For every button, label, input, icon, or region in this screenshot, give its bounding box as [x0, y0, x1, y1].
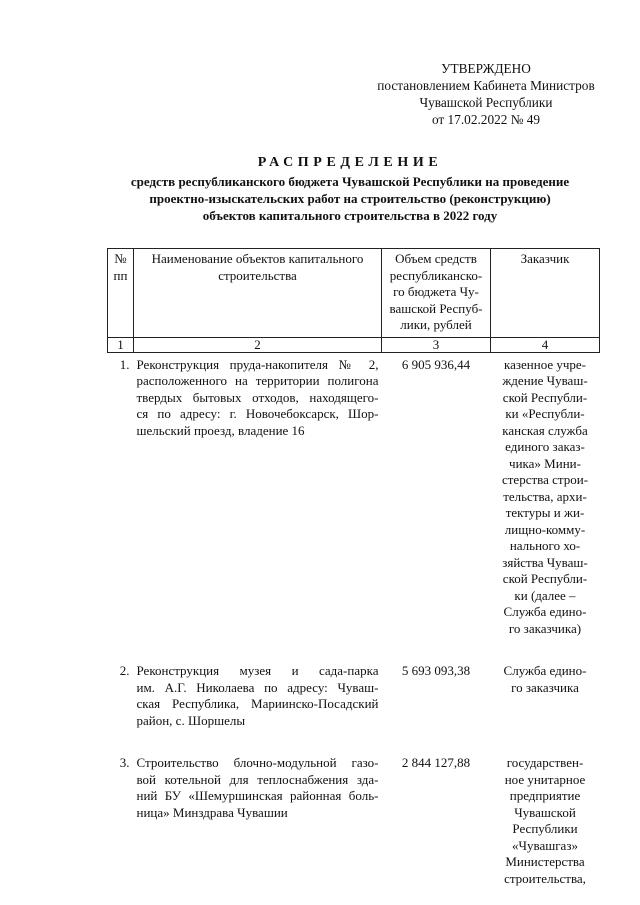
document-title: РАСПРЕДЕЛЕНИЕ [257, 155, 443, 170]
column-number-row [108, 337, 600, 352]
row-number: 3. [119, 755, 130, 770]
object-name: Реконструкция пруда-накопителя № 2, расположенного на территории полигона твердых бытовых отходов, находящего- ся по адресу: г. Новочебоксарск, Шор- шельский проезд, владение 16 [136, 356, 379, 438]
column-number: 1 [108, 337, 134, 352]
column-number: 4 [491, 337, 600, 352]
table-row [108, 352, 600, 639]
object-name: Строительство блочно-модульной газо- вой котельной для теплоснабжения зда- ний БУ «Шемуршинская районная боль- ница» Минздрава Чувашии [136, 755, 379, 820]
customer: казенное учре- ждение Чуваш- ской Республи- ки «Республи- канская служба единого заказ- чика» Мини- стерства строи- тельства, архи- тектуры и жи- лищно-комму- нального хо- зяйства Чуваш- ской Республи- ки (далее – Служба едино- го заказчика) [501, 356, 589, 636]
customer: государствен- ное унитарное предприятие Чувашской Республики «Чувашгаз» Министерства строительства, [504, 755, 586, 886]
header-amount: Объем средств республиканско- го бюджета Чу- вашской Респуб- лики, рублей [382, 249, 491, 338]
approval-republic: Чувашской Республики [419, 95, 553, 110]
row-spacer [108, 731, 600, 751]
table-row [108, 751, 600, 889]
header-customer: Заказчик [491, 249, 600, 338]
customer: Служба едино- го заказчика [503, 663, 587, 695]
subtitle-line: объектов капитального строительства в 2022 году [202, 208, 498, 223]
document-title-block [100, 154, 600, 224]
approval-stamp [370, 60, 602, 128]
budget-amount: 5 693 093,38 [401, 663, 471, 678]
approval-date-number: от 17.02.2022 № 49 [431, 112, 541, 127]
header-num: № пп [108, 249, 134, 338]
budget-amount: 6 905 936,44 [401, 356, 471, 372]
object-name: Реконструкция музея и сада-парка им. А.Г. Николаева по адресу: Чуваш- ская Республика, Мариинско-Посадский район, с. Шоршелы [136, 663, 379, 728]
document-subtitle [100, 173, 600, 224]
approval-resolution: постановлением Кабинета Министров [377, 78, 595, 93]
distribution-table [107, 248, 600, 889]
subtitle-line: проектно-изыскательских работ на строительство (реконструкцию) [149, 191, 551, 206]
subtitle-line: средств республиканского бюджета Чувашской Республики на проведение [130, 174, 570, 189]
column-number: 3 [382, 337, 491, 352]
approval-heading: УТВЕРЖДЕНО [441, 61, 531, 76]
table-row [108, 659, 600, 731]
table-header-row [108, 249, 600, 338]
row-spacer [108, 639, 600, 659]
header-name: Наименование объектов капитального строительства [134, 249, 382, 338]
budget-amount: 2 844 127,88 [401, 755, 471, 770]
column-number: 2 [134, 337, 382, 352]
row-number: 2. [119, 663, 130, 678]
row-number: 1. [119, 356, 130, 372]
